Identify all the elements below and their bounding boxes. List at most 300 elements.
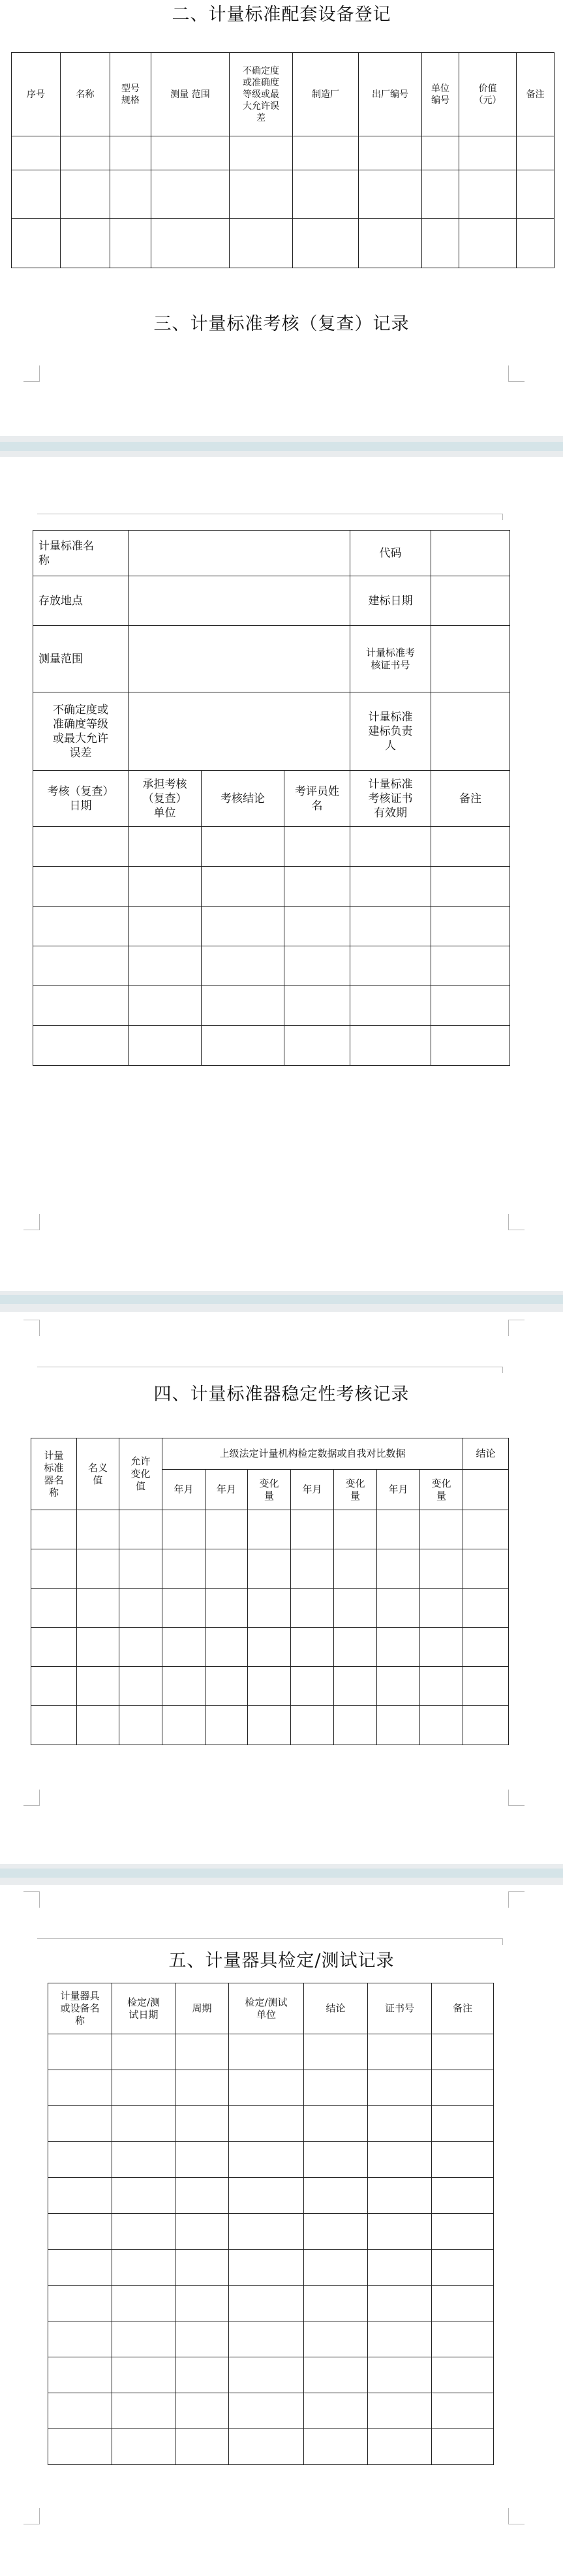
table-cell: [12, 219, 61, 268]
table-cell: [112, 2429, 175, 2465]
stab-group-header: 上级法定计量机构检定数据或自我对比数据: [162, 1438, 463, 1470]
table-cell: [48, 2429, 112, 2465]
table-row: [48, 2393, 494, 2429]
table-cell: [304, 2393, 368, 2429]
table-row: [12, 170, 555, 219]
table-row: [48, 2178, 494, 2214]
table-cell: [230, 136, 293, 170]
table-cell: [284, 986, 350, 1026]
location-label: 存放地点: [33, 576, 129, 626]
range-label: 测量范围: [33, 626, 129, 692]
table-cell: [205, 1549, 248, 1589]
table-cell: [162, 1549, 205, 1589]
table-cell: [77, 1667, 119, 1706]
table-cell: [377, 1628, 420, 1667]
assess-header-cell: 考核结论: [202, 771, 284, 827]
stab-col-allowed: 允许 变化 值: [119, 1438, 162, 1510]
assessment-row: [33, 626, 510, 692]
cert-no-label: 计量标准考 核证书号: [350, 626, 431, 692]
corner-mark: [508, 365, 525, 382]
table-cell: [202, 986, 284, 1026]
assess-header-cell: 承担考核 （复查） 单位: [129, 771, 202, 827]
table-cell: [112, 2142, 175, 2178]
table-row: [12, 136, 555, 170]
table-cell: [175, 2286, 229, 2321]
table-cell: [431, 986, 510, 1026]
table-cell: [162, 1628, 205, 1667]
uncertainty-value: [129, 692, 350, 771]
table-cell: [112, 2070, 175, 2106]
table-cell: [33, 986, 129, 1026]
uncertainty-label: 不确定度或 准确度等级 或最大允许 误差: [33, 692, 129, 771]
page-1: [0, 0, 563, 436]
calib-header-cell: 结论: [304, 1983, 368, 2034]
table-cell: [48, 2142, 112, 2178]
cert-no-value: [431, 626, 510, 692]
table-cell: [284, 1026, 350, 1066]
table-cell: [334, 1549, 377, 1589]
table-cell: [229, 2034, 304, 2070]
table-row: [48, 2250, 494, 2286]
table-cell: [61, 136, 110, 170]
table-row: [33, 867, 510, 907]
corner-mark: [23, 365, 40, 382]
table-cell: [129, 907, 202, 946]
table-cell: [12, 170, 61, 219]
calib-header-cell: 检定/测 试日期: [112, 1983, 175, 2034]
page-gap: [0, 436, 563, 457]
table-cell: [422, 219, 459, 268]
table-cell: [31, 1706, 77, 1745]
table-cell: [334, 1667, 377, 1706]
equip-header-cell: 出厂编号: [359, 53, 422, 136]
table-row: [33, 907, 510, 946]
assess-header-cell: 考评员姓 名: [284, 771, 350, 827]
table-cell: [129, 867, 202, 907]
table-cell: [350, 946, 431, 986]
table-cell: [229, 2357, 304, 2393]
table-cell: [229, 2070, 304, 2106]
corner-mark: [508, 2508, 525, 2524]
table-cell: [248, 1667, 291, 1706]
table-cell: [48, 2393, 112, 2429]
table-cell: [202, 827, 284, 867]
table-cell: [129, 827, 202, 867]
table-cell: [304, 2429, 368, 2465]
section-2-title: 二、计量标准配套设备登记: [172, 5, 391, 25]
table-cell: [284, 827, 350, 867]
table-cell: [334, 1589, 377, 1628]
standard-name-label: 计量标准名 称: [33, 531, 129, 576]
table-cell: [432, 2357, 494, 2393]
table-cell: [175, 2357, 229, 2393]
table-cell: [112, 2286, 175, 2321]
calibration-table: [48, 1983, 494, 2465]
table-cell: [230, 219, 293, 268]
table-cell: [229, 2286, 304, 2321]
range-value: [129, 626, 350, 692]
stability-header-row: [31, 1438, 509, 1470]
table-cell: [61, 170, 110, 219]
table-cell: [248, 1510, 291, 1549]
table-cell: [48, 2214, 112, 2250]
equip-header-cell: 序号: [12, 53, 61, 136]
table-cell: [175, 2142, 229, 2178]
table-cell: [517, 136, 555, 170]
table-cell: [205, 1667, 248, 1706]
section-5-title: 五、计量器具检定/测试记录: [168, 1951, 395, 1971]
table-cell: [61, 219, 110, 268]
table-row: [31, 1549, 509, 1589]
table-cell: [31, 1549, 77, 1589]
table-cell: [377, 1667, 420, 1706]
table-cell: [463, 1589, 509, 1628]
table-cell: [431, 946, 510, 986]
table-cell: [112, 2178, 175, 2214]
corner-mark: [23, 1891, 40, 1908]
table-cell: [432, 2429, 494, 2465]
table-cell: [368, 2357, 432, 2393]
table-cell: [432, 2142, 494, 2178]
table-cell: [119, 1628, 162, 1667]
table-cell: [119, 1510, 162, 1549]
table-cell: [119, 1667, 162, 1706]
table-cell: [377, 1510, 420, 1549]
table-row: [31, 1667, 509, 1706]
table-cell: [31, 1510, 77, 1549]
table-row: [48, 2214, 494, 2250]
table-cell: [229, 2142, 304, 2178]
table-row: [33, 946, 510, 986]
table-cell: [368, 2178, 432, 2214]
table-cell: [334, 1706, 377, 1745]
equip-header-cell: 备注: [517, 53, 555, 136]
table-cell: [229, 2214, 304, 2250]
table-cell: [284, 946, 350, 986]
table-cell: [202, 1026, 284, 1066]
table-cell: [151, 170, 230, 219]
table-cell: [175, 2106, 229, 2142]
table-cell: [293, 136, 359, 170]
table-cell: [359, 136, 422, 170]
table-row: [48, 2142, 494, 2178]
table-cell: [77, 1589, 119, 1628]
table-cell: [291, 1510, 334, 1549]
table-cell: [12, 136, 61, 170]
assessment-row: [33, 692, 510, 771]
table-cell: [77, 1510, 119, 1549]
table-cell: [368, 2250, 432, 2286]
table-cell: [304, 2321, 368, 2357]
table-row: [48, 2321, 494, 2357]
table-cell: [112, 2106, 175, 2142]
equip-header-cell: 制造厂: [293, 53, 359, 136]
header-tick: [502, 1938, 503, 1945]
code-label: 代码: [350, 531, 431, 576]
table-cell: [129, 986, 202, 1026]
table-cell: [119, 1589, 162, 1628]
table-cell: [431, 867, 510, 907]
table-cell: [162, 1589, 205, 1628]
table-cell: [151, 219, 230, 268]
calib-header-cell: 检定/测试 单位: [229, 1983, 304, 2034]
table-cell: [175, 2034, 229, 2070]
table-cell: [377, 1589, 420, 1628]
table-cell: [432, 2250, 494, 2286]
table-row: [48, 2070, 494, 2106]
table-cell: [110, 170, 151, 219]
table-cell: [291, 1589, 334, 1628]
corner-mark: [508, 1214, 525, 1230]
table-cell: [202, 946, 284, 986]
assessment-header-row: [33, 771, 510, 827]
table-cell: [432, 2178, 494, 2214]
table-cell: [463, 1510, 509, 1549]
stab-col-conclusion: 结论: [463, 1438, 509, 1470]
table-row: [33, 1026, 510, 1066]
table-cell: [463, 1549, 509, 1589]
table-row: [48, 2286, 494, 2321]
table-cell: [77, 1549, 119, 1589]
table-cell: [48, 2286, 112, 2321]
table-cell: [350, 986, 431, 1026]
table-cell: [248, 1549, 291, 1589]
established-date-value: [431, 576, 510, 626]
equip-header-cell: 测量 范围: [151, 53, 230, 136]
corner-mark: [23, 2508, 40, 2524]
table-cell: [119, 1549, 162, 1589]
table-cell: [229, 2393, 304, 2429]
table-cell: [291, 1706, 334, 1745]
table-cell: [432, 2321, 494, 2357]
corner-mark: [23, 1214, 40, 1230]
table-row: [31, 1589, 509, 1628]
table-cell: [422, 170, 459, 219]
table-cell: [175, 2321, 229, 2357]
table-cell: [431, 827, 510, 867]
table-cell: [293, 219, 359, 268]
equip-header-cell: 价值 （元）: [459, 53, 517, 136]
equipment-table: [11, 52, 555, 268]
table-cell: [33, 946, 129, 986]
section-3-title: 三、计量标准考核（复查）记录: [153, 314, 410, 334]
corner-mark: [508, 1891, 525, 1908]
table-cell: [48, 2357, 112, 2393]
table-cell: [112, 2357, 175, 2393]
table-cell: [304, 2214, 368, 2250]
table-row: [31, 1706, 509, 1745]
equipment-header-row: [12, 53, 555, 136]
stab-subheader-cell: 变化 量: [420, 1470, 463, 1510]
table-cell: [463, 1667, 509, 1706]
table-cell: [377, 1706, 420, 1745]
table-cell: [420, 1510, 463, 1549]
table-cell: [229, 2321, 304, 2357]
table-row: [48, 2034, 494, 2070]
assessment-row: [33, 531, 510, 576]
table-row: [48, 2357, 494, 2393]
table-cell: [350, 1026, 431, 1066]
page-3: [0, 1312, 563, 1864]
table-cell: [431, 907, 510, 946]
corner-mark: [23, 1320, 40, 1336]
table-cell: [350, 867, 431, 907]
table-cell: [368, 2393, 432, 2429]
table-cell: [368, 2142, 432, 2178]
table-cell: [293, 170, 359, 219]
table-cell: [33, 827, 129, 867]
stability-table: [31, 1438, 509, 1745]
table-cell: [48, 2070, 112, 2106]
table-cell: [33, 907, 129, 946]
stab-subheader-cell: 变化 量: [248, 1470, 291, 1510]
table-cell: [162, 1706, 205, 1745]
table-cell: [31, 1628, 77, 1667]
assess-header-cell: 计量标准 考核证书 有效期: [350, 771, 431, 827]
table-cell: [205, 1706, 248, 1745]
table-cell: [248, 1706, 291, 1745]
table-row: [33, 986, 510, 1026]
stab-subheader-cell: 变化 量: [334, 1470, 377, 1510]
table-cell: [110, 136, 151, 170]
table-cell: [420, 1628, 463, 1667]
table-cell: [459, 219, 517, 268]
table-cell: [291, 1667, 334, 1706]
section-4-title: 四、计量标准器稳定性考核记录: [153, 1384, 410, 1404]
table-cell: [129, 946, 202, 986]
table-cell: [229, 2250, 304, 2286]
responsible-label: 计量标准 建标负责 人: [350, 692, 431, 771]
table-cell: [359, 170, 422, 219]
table-cell: [304, 2070, 368, 2106]
calib-header-cell: 计量器具 或设备名 称: [48, 1983, 112, 2034]
table-cell: [33, 867, 129, 907]
table-row: [31, 1628, 509, 1667]
code-value: [431, 531, 510, 576]
table-cell: [304, 2286, 368, 2321]
responsible-value: [431, 692, 510, 771]
table-cell: [48, 2250, 112, 2286]
corner-mark: [508, 1790, 525, 1806]
table-cell: [229, 2429, 304, 2465]
table-cell: [112, 2250, 175, 2286]
table-cell: [175, 2178, 229, 2214]
assessment-row: [33, 576, 510, 626]
table-cell: [175, 2429, 229, 2465]
table-cell: [202, 907, 284, 946]
table-cell: [205, 1589, 248, 1628]
table-cell: [175, 2214, 229, 2250]
assessment-table: [33, 530, 510, 1066]
equip-header-cell: 名称: [61, 53, 110, 136]
table-cell: [368, 2034, 432, 2070]
table-cell: [420, 1706, 463, 1745]
table-cell: [284, 867, 350, 907]
table-row: [48, 2106, 494, 2142]
table-cell: [202, 867, 284, 907]
table-cell: [517, 170, 555, 219]
table-cell: [48, 2178, 112, 2214]
page-gap: [0, 1291, 563, 1312]
table-row: [31, 1510, 509, 1549]
stab-col-nominal: 名义 值: [77, 1438, 119, 1510]
table-cell: [420, 1667, 463, 1706]
table-cell: [334, 1510, 377, 1549]
calib-header-cell: 证书号: [368, 1983, 432, 2034]
table-cell: [112, 2321, 175, 2357]
stab-subheader-cell: 年月: [377, 1470, 420, 1510]
table-cell: [175, 2250, 229, 2286]
table-cell: [432, 2034, 494, 2070]
table-cell: [304, 2142, 368, 2178]
table-cell: [77, 1628, 119, 1667]
header-tick: [502, 514, 503, 520]
table-cell: [151, 136, 230, 170]
stab-subheader-cell: 年月: [162, 1470, 205, 1510]
table-cell: [205, 1510, 248, 1549]
table-cell: [431, 1026, 510, 1066]
table-cell: [377, 1549, 420, 1589]
table-cell: [48, 2034, 112, 2070]
calib-header-cell: 备注: [432, 1983, 494, 2034]
table-cell: [248, 1589, 291, 1628]
table-cell: [432, 2393, 494, 2429]
table-cell: [230, 170, 293, 219]
table-cell: [432, 2106, 494, 2142]
assess-header-cell: 考核（复查） 日期: [33, 771, 129, 827]
table-cell: [162, 1510, 205, 1549]
stab-subheader-cell: 年月: [291, 1470, 334, 1510]
table-cell: [334, 1628, 377, 1667]
table-cell: [350, 827, 431, 867]
assess-header-cell: 备注: [431, 771, 510, 827]
page-4: [0, 1885, 563, 2576]
table-cell: [119, 1706, 162, 1745]
table-cell: [175, 2393, 229, 2429]
table-cell: [432, 2286, 494, 2321]
table-cell: [284, 907, 350, 946]
table-cell: [304, 2357, 368, 2393]
table-cell: [129, 1026, 202, 1066]
table-cell: [229, 2178, 304, 2214]
page-2: [0, 457, 563, 1291]
table-cell: [517, 219, 555, 268]
established-date-label: 建标日期: [350, 576, 431, 626]
table-cell: [110, 219, 151, 268]
table-cell: [162, 1667, 205, 1706]
table-cell: [420, 1589, 463, 1628]
table-cell: [291, 1549, 334, 1589]
header-tick: [502, 1367, 503, 1373]
table-cell: [459, 170, 517, 219]
table-cell: [31, 1667, 77, 1706]
equip-header-cell: 型号 规格: [110, 53, 151, 136]
table-cell: [368, 2070, 432, 2106]
table-cell: [368, 2286, 432, 2321]
table-cell: [33, 1026, 129, 1066]
table-cell: [463, 1628, 509, 1667]
table-cell: [463, 1470, 509, 1510]
table-row: [48, 2429, 494, 2465]
location-value: [129, 576, 350, 626]
table-cell: [368, 2429, 432, 2465]
table-cell: [432, 2214, 494, 2250]
table-cell: [368, 2321, 432, 2357]
table-cell: [48, 2321, 112, 2357]
table-cell: [304, 2106, 368, 2142]
header-line: [37, 1938, 503, 1939]
table-cell: [304, 2250, 368, 2286]
